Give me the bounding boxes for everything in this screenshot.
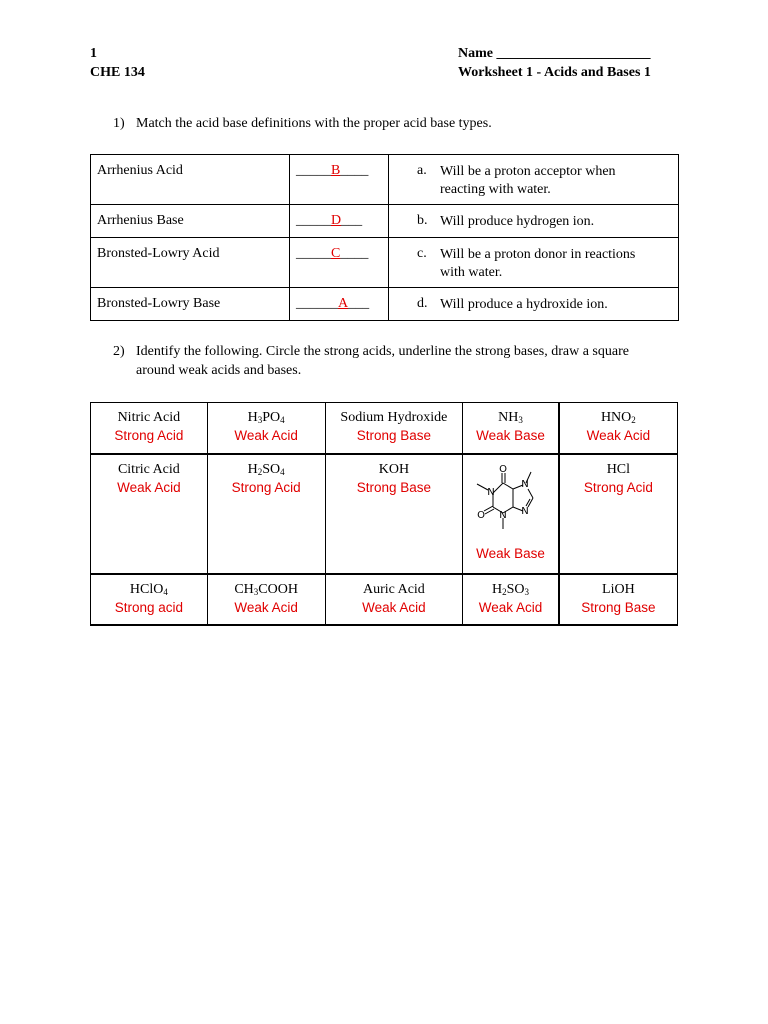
- compound-type: Weak Acid: [362, 600, 426, 615]
- compound-cell: [207, 454, 325, 574]
- compound-cell: [207, 403, 325, 455]
- formula-subscript: 2: [631, 415, 636, 425]
- definition-cell: [389, 205, 679, 238]
- term-cell: Bronsted-Lowry Base: [91, 288, 290, 321]
- worksheet-title: Worksheet 1 - Acids and Bases 1: [458, 65, 651, 80]
- answer-blank: _____: [296, 163, 331, 178]
- formula-subscript: 3: [257, 415, 263, 425]
- question-2: [113, 342, 693, 382]
- compound-cell: [463, 403, 559, 455]
- identification-table: [90, 402, 678, 626]
- compound-name: LiOH: [602, 582, 635, 597]
- compound-type: Weak Acid: [234, 428, 298, 443]
- compound-cell: [91, 574, 208, 625]
- formula-part: SO: [262, 462, 281, 477]
- formula-subscript: 2: [502, 587, 507, 597]
- formula-part: CH: [234, 582, 254, 597]
- answer-blank: ____: [340, 246, 369, 261]
- answer-cell: [290, 155, 389, 205]
- definition-text: Will be a proton donor in reactions: [440, 247, 636, 262]
- compound-type: Weak Acid: [478, 600, 543, 615]
- compound-type: Weak Acid: [117, 480, 181, 495]
- answer-cell: [290, 288, 389, 321]
- answer-blank: _____: [296, 246, 331, 261]
- formula-part: NH: [498, 410, 519, 425]
- atom-label: N: [486, 487, 495, 498]
- compound-type: Weak Base: [476, 546, 545, 561]
- compound-cell: [325, 574, 463, 625]
- compound-name: Nitric Acid: [117, 410, 181, 425]
- compound-type: Strong Acid: [583, 480, 653, 495]
- term-cell: Arrhenius Base: [91, 205, 290, 238]
- definition-cell: [389, 155, 679, 205]
- question-2-text: Identify the following. Circle the strong acids, underline the strong bases, draw a square: [136, 344, 629, 359]
- definition-letter: c.: [417, 246, 427, 261]
- answer-cell: [290, 205, 389, 238]
- question-2-number: 2): [113, 344, 125, 359]
- compound-cell: [559, 574, 678, 625]
- compound-name: KOH: [378, 462, 410, 477]
- compound-name: Sodium Hydroxide: [340, 410, 448, 425]
- atom-label: N: [520, 506, 529, 517]
- answer-value: B: [331, 163, 341, 178]
- compound-formula: [210, 461, 323, 479]
- formula-part: COOH: [258, 582, 298, 597]
- caffeine-structure: [469, 463, 553, 545]
- definition-letter: b.: [417, 213, 428, 228]
- definition-text: Will be a proton acceptor when: [440, 164, 616, 179]
- compound-cell: [91, 403, 208, 455]
- answer-value: C: [331, 246, 341, 261]
- answer-blank: ___: [348, 296, 370, 311]
- compound-formula: [465, 581, 555, 599]
- compound-cell: [559, 454, 678, 574]
- definition-cell: [389, 288, 679, 321]
- answer-blank: ______: [296, 296, 338, 311]
- matching-table: [90, 154, 679, 321]
- formula-subscript: 3: [518, 415, 523, 425]
- compound-formula: [465, 409, 555, 427]
- compound-cell: [91, 454, 208, 574]
- page-number: 1: [90, 46, 97, 61]
- compound-cell: [463, 454, 559, 574]
- compound-formula: [210, 581, 323, 599]
- formula-subscript: 3: [524, 587, 530, 597]
- formula-subscript: 2: [257, 467, 263, 477]
- definition-letter: a.: [417, 163, 427, 178]
- compound-type: Weak Base: [476, 428, 545, 443]
- compound-name: HCl: [606, 462, 631, 477]
- formula-part: SO: [506, 582, 525, 597]
- term-cell: Bronsted-Lowry Acid: [91, 238, 290, 288]
- definition-letter: d.: [417, 296, 428, 311]
- question-2-text: around weak acids and bases.: [136, 363, 302, 378]
- formula-part: H: [491, 582, 503, 597]
- definition-text: with water.: [440, 265, 503, 280]
- compound-cell: [325, 403, 463, 455]
- compound-type: Weak Acid: [586, 428, 651, 443]
- compound-type: Strong Base: [356, 480, 432, 495]
- atom-label: O: [476, 510, 485, 521]
- question-1: [113, 114, 673, 134]
- question-1-number: 1): [113, 116, 125, 131]
- answer-blank: ___: [341, 213, 363, 228]
- atom-label: N: [498, 510, 507, 521]
- name-field-label: Name ______________________: [458, 46, 651, 61]
- answer-cell: [290, 238, 389, 288]
- question-1-text: Match the acid base definitions with the proper acid base types.: [136, 116, 492, 131]
- formula-subscript: 4: [163, 587, 168, 597]
- answer-blank: ____: [340, 163, 369, 178]
- definition-text: Will produce hydrogen ion.: [440, 214, 595, 229]
- definition-text: Will produce a hydroxide ion.: [440, 297, 608, 312]
- compound-type: Strong Base: [581, 600, 656, 615]
- compound-formula: [93, 581, 205, 599]
- compound-cell: [463, 574, 559, 625]
- formula-part: HClO: [129, 582, 164, 597]
- formula-part: H: [247, 410, 258, 425]
- compound-cell: [325, 454, 463, 574]
- answer-blank: _____: [296, 213, 331, 228]
- compound-cell: [559, 403, 678, 455]
- definition-cell: [389, 238, 679, 288]
- formula-subscript: 4: [280, 415, 285, 425]
- answer-value: D: [331, 213, 342, 228]
- definition-text: reacting with water.: [440, 182, 551, 197]
- atom-label: N: [520, 479, 529, 490]
- formula-subscript: 3: [253, 587, 259, 597]
- formula-part: PO: [262, 410, 281, 425]
- compound-cell: [207, 574, 325, 625]
- formula-part: HNO: [600, 410, 632, 425]
- formula-part: H: [247, 462, 258, 477]
- compound-type: Strong acid: [114, 600, 184, 615]
- compound-type: Weak Acid: [234, 600, 298, 615]
- compound-name: Auric Acid: [362, 582, 425, 597]
- course-code: CHE 134: [90, 65, 145, 80]
- compound-formula: [562, 409, 675, 427]
- compound-name: Citric Acid: [117, 462, 180, 477]
- compound-formula: [210, 409, 323, 427]
- answer-value: A: [338, 296, 349, 311]
- term-cell: Arrhenius Acid: [91, 155, 290, 205]
- formula-subscript: 4: [280, 467, 285, 477]
- compound-type: Strong Acid: [231, 480, 301, 495]
- compound-type: Strong Acid: [114, 428, 184, 443]
- atom-label: O: [498, 464, 507, 475]
- compound-type: Strong Base: [356, 428, 432, 443]
